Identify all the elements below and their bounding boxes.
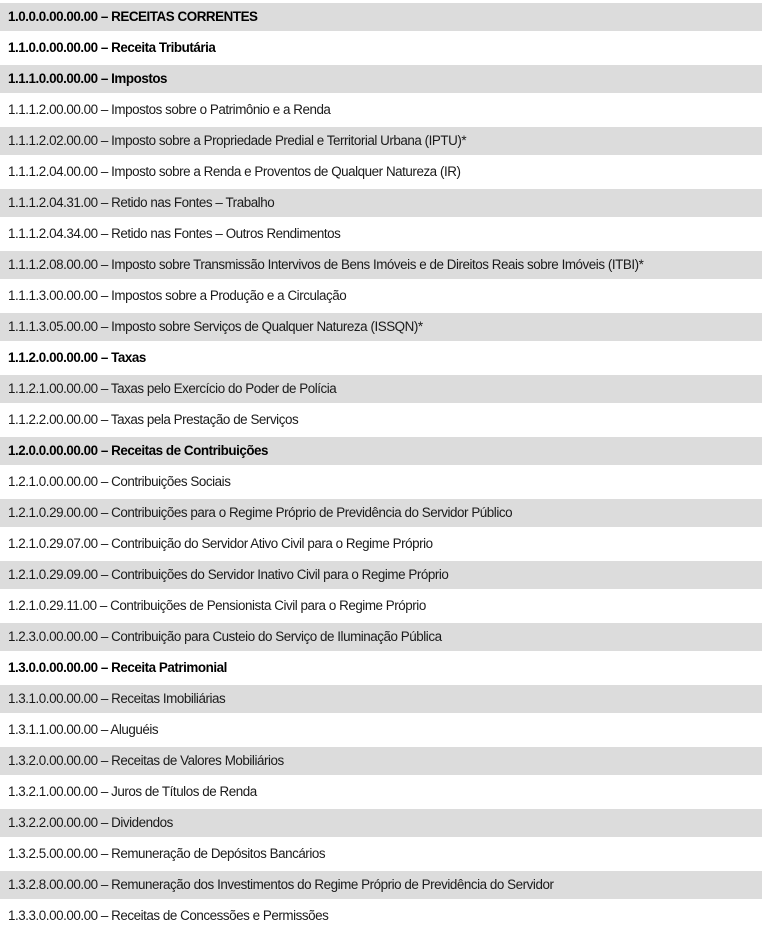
table-row-heading: 1.1.2.0.00.00.00 – Taxas bbox=[0, 344, 762, 372]
table-row-heading: 1.3.0.0.00.00.00 – Receita Patrimonial bbox=[0, 654, 762, 682]
table-row: 1.3.2.5.00.00.00 – Remuneração de Depósitos Bancários bbox=[0, 840, 762, 868]
table-row: 1.1.1.3.00.00.00 – Impostos sobre a Produção e a Circulação bbox=[0, 282, 762, 310]
table-row: 1.2.1.0.00.00.00 – Contribuições Sociais bbox=[0, 468, 762, 496]
table-row: 1.3.1.0.00.00.00 – Receitas Imobiliárias bbox=[0, 685, 762, 713]
table-row: 1.2.1.0.29.00.00 – Contribuições para o Regime Próprio de Previdência do Servidor Público bbox=[0, 499, 762, 527]
table-row: 1.2.3.0.00.00.00 – Contribuição para Custeio do Serviço de Iluminação Pública bbox=[0, 623, 762, 651]
table-row: 1.1.1.2.08.00.00 – Imposto sobre Transmissão Intervivos de Bens Imóveis e de Direitos Reais sobre Imóveis (ITBI)* bbox=[0, 251, 762, 279]
table-row: 1.3.2.2.00.00.00 – Dividendos bbox=[0, 809, 762, 837]
table-row: 1.1.1.2.04.31.00 – Retido nas Fontes – Trabalho bbox=[0, 189, 762, 217]
table-row: 1.1.2.2.00.00.00 – Taxas pela Prestação de Serviços bbox=[0, 406, 762, 434]
table-row: 1.3.1.1.00.00.00 – Aluguéis bbox=[0, 716, 762, 744]
table-row: 1.2.1.0.29.09.00 – Contribuições do Servidor Inativo Civil para o Regime Próprio bbox=[0, 561, 762, 589]
table-row: 1.3.2.0.00.00.00 – Receitas de Valores Mobiliários bbox=[0, 747, 762, 775]
table-row: 1.1.1.2.04.34.00 – Retido nas Fontes – Outros Rendimentos bbox=[0, 220, 762, 248]
table-row: 1.3.2.1.00.00.00 – Juros de Títulos de Renda bbox=[0, 778, 762, 806]
table-row: 1.1.1.2.00.00.00 – Impostos sobre o Patrimônio e a Renda bbox=[0, 96, 762, 124]
table-row: 1.3.3.0.00.00.00 – Receitas de Concessões e Permissões bbox=[0, 902, 762, 930]
table-row: 1.1.1.3.05.00.00 – Imposto sobre Serviços de Qualquer Natureza (ISSQN)* bbox=[0, 313, 762, 341]
table-row-heading: 1.0.0.0.00.00.00 – RECEITAS CORRENTES bbox=[0, 3, 762, 31]
table-row: 1.2.1.0.29.07.00 – Contribuição do Servidor Ativo Civil para o Regime Próprio bbox=[0, 530, 762, 558]
table-row-heading: 1.2.0.0.00.00.00 – Receitas de Contribuições bbox=[0, 437, 762, 465]
table-row: 1.3.2.8.00.00.00 – Remuneração dos Investimentos do Regime Próprio de Previdência do Servidor bbox=[0, 871, 762, 899]
table-row-heading: 1.1.0.0.00.00.00 – Receita Tributária bbox=[0, 34, 762, 62]
table-row: 1.1.1.2.04.00.00 – Imposto sobre a Renda e Proventos de Qualquer Natureza (IR) bbox=[0, 158, 762, 186]
table-row: 1.1.1.2.02.00.00 – Imposto sobre a Propriedade Predial e Territorial Urbana (IPTU)* bbox=[0, 127, 762, 155]
table-row-heading: 1.1.1.0.00.00.00 – Impostos bbox=[0, 65, 762, 93]
table-row: 1.1.2.1.00.00.00 – Taxas pelo Exercício do Poder de Polícia bbox=[0, 375, 762, 403]
table-row: 1.2.1.0.29.11.00 – Contribuições de Pensionista Civil para o Regime Próprio bbox=[0, 592, 762, 620]
revenue-classification-table bbox=[0, 3, 762, 930]
